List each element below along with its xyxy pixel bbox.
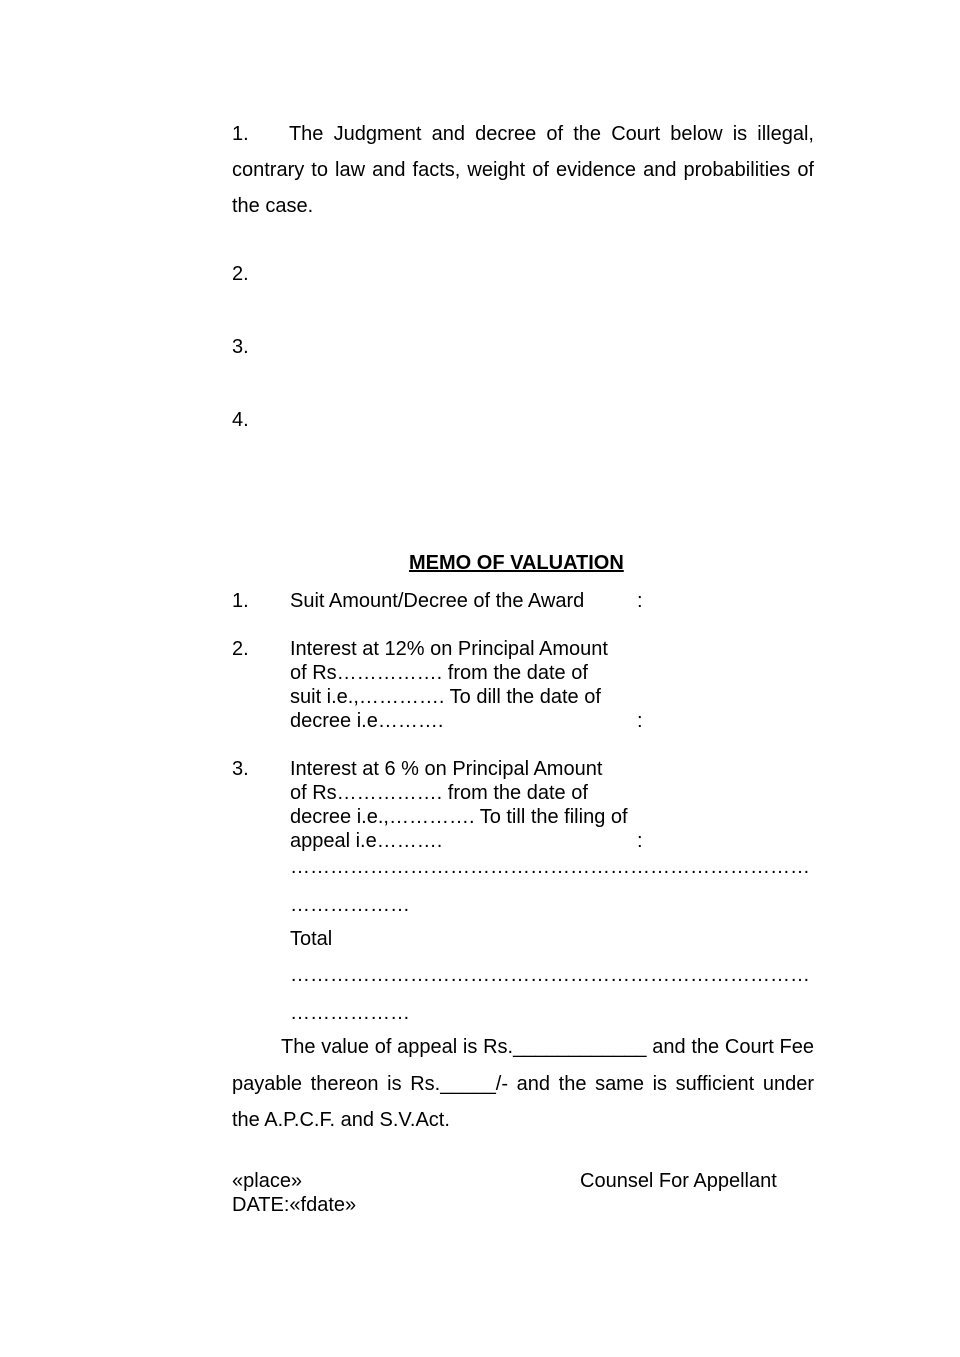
total-label: Total (290, 928, 333, 950)
ground-item-4-number: 4. (232, 409, 249, 431)
dotted-line-2: ……………… (290, 894, 410, 916)
ground-item-2-number: 2. (232, 263, 249, 285)
ground-item-1-number: 1. (232, 123, 249, 145)
memo-item-3-line-3: decree i.e.,…………. To till the filing of (290, 806, 628, 828)
memo-item-2-colon: : (637, 710, 643, 732)
place-field: «place» (232, 1170, 303, 1192)
ground-item-1 (232, 116, 814, 224)
dotted-line-3: …………………………………………………………………… (290, 964, 810, 986)
memo-title: MEMO OF VALUATION (409, 552, 624, 574)
memo-item-2-line-1: Interest at 12% on Principal Amount (290, 638, 608, 660)
memo-item-3-line-4: appeal i.e………. (290, 830, 443, 852)
memo-item-3-line-2: of Rs……………. from the date of (290, 782, 588, 804)
memo-item-3-number: 3. (232, 758, 249, 780)
memo-item-2-line-2: of Rs……………. from the date of (290, 662, 588, 684)
value-statement: The value of appeal is Rs.____________ and the Court Fee payable thereon is Rs._____/- and the same is sufficient under the A.P.C.F. and S.V.Act. (232, 1036, 814, 1131)
memo-item-3-line-1: Interest at 6 % on Principal Amount (290, 758, 603, 780)
counsel-signature: Counsel For Appellant (580, 1170, 777, 1192)
memo-item-2-line-4: decree i.e………. (290, 710, 444, 732)
memo-item-3-colon: : (637, 830, 643, 852)
ground-item-3-number: 3. (232, 336, 249, 358)
dotted-line-4: ……………… (290, 1002, 410, 1024)
dotted-line-1: …………………………………………………………………… (290, 856, 810, 878)
memo-item-1-number: 1. (232, 590, 249, 612)
memo-item-2-number: 2. (232, 638, 249, 660)
memo-item-2-line-3: suit i.e.,…………. To dill the date of (290, 686, 601, 708)
memo-item-1-text: Suit Amount/Decree of the Award (290, 590, 585, 612)
date-field: DATE:«fdate» (232, 1194, 357, 1216)
ground-item-1-text: The Judgment and decree of the Court below is illegal, contrary to law and facts, weight of evidence and probabilities of the case. (232, 123, 814, 217)
memo-item-1-colon: : (637, 590, 643, 612)
